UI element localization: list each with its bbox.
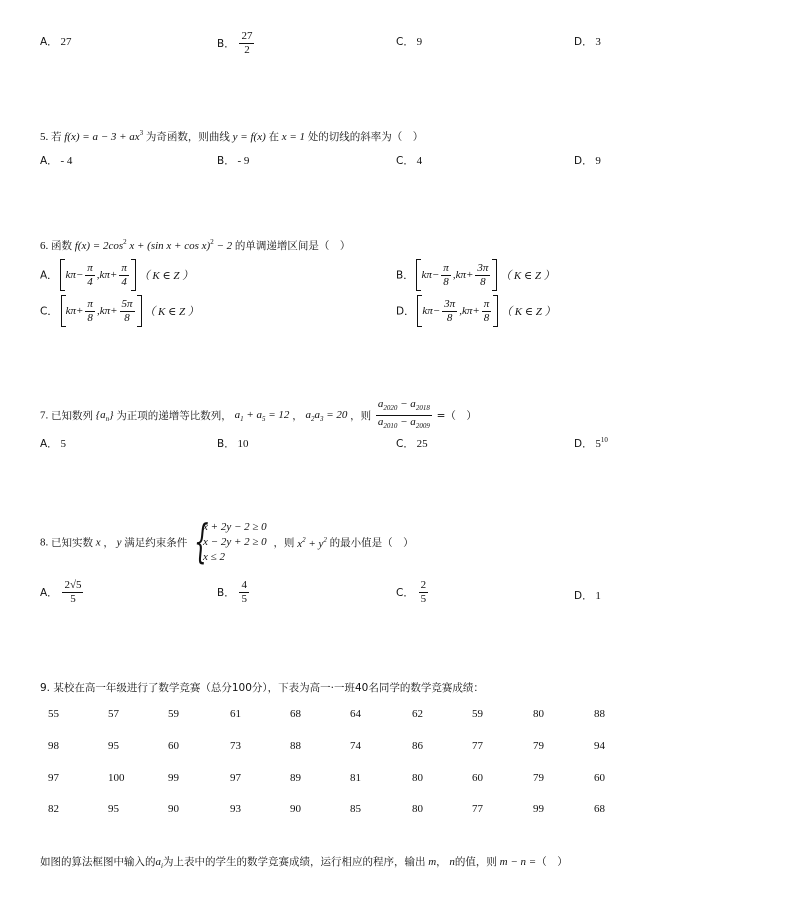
table-cell: 64	[350, 708, 361, 720]
option-label: D．	[574, 155, 593, 167]
q6-option-c[interactable]	[40, 295, 199, 327]
right-bracket	[131, 259, 136, 291]
denominator: 5	[241, 593, 247, 605]
option-label: A．	[40, 269, 58, 282]
numerator: 3π	[477, 261, 489, 274]
option-value: 9	[595, 155, 601, 167]
numerator: 3π	[444, 297, 456, 310]
stem-text: ，	[292, 410, 303, 422]
stem-text: =（ ）	[436, 410, 477, 422]
math-var: y	[116, 536, 122, 549]
stem-text: 函数	[51, 240, 72, 252]
math-subscript: 5	[262, 414, 266, 423]
stem-text: 为上表中的学生的数学竞赛成绩，运行相应的程序，输出	[162, 856, 426, 868]
table-cell: 99	[168, 772, 179, 784]
table-cell: 81	[350, 772, 361, 784]
q8-option-d[interactable]	[574, 588, 601, 603]
fraction	[239, 30, 254, 57]
option-value: 4	[416, 155, 423, 167]
set-note: （ K ∈ Z ）	[144, 306, 199, 318]
denominator: 5	[70, 593, 76, 605]
denominator: 2	[244, 44, 250, 56]
math-expr: ,kπ+	[96, 269, 118, 281]
table-cell: 60	[168, 740, 179, 752]
math-var: m	[428, 856, 437, 868]
table-cell: 80	[412, 803, 423, 815]
math-exponent: 3	[139, 129, 144, 137]
stem-text: 已知数列	[51, 410, 93, 422]
option-value: 5	[595, 438, 601, 450]
q4-option-d[interactable]	[574, 34, 601, 49]
option-label: B．	[396, 269, 414, 282]
question-number: 8.	[40, 536, 49, 549]
table-cell: 100	[108, 772, 125, 784]
stem-text: 满足约束条件	[124, 537, 188, 549]
math-part: a	[234, 408, 241, 421]
table-cell: 80	[533, 708, 544, 720]
q7-option-a[interactable]	[40, 436, 66, 451]
stem-text: 的最小值是（ ）	[329, 537, 414, 549]
math-expr: x + (sin x + cos x)	[126, 240, 211, 252]
q7-stem	[40, 398, 477, 433]
math-subscript: 2020	[383, 404, 398, 412]
table-cell: 61	[230, 708, 241, 720]
q8-stem	[40, 514, 414, 568]
option-exponent: 10	[600, 436, 608, 444]
constraint-line: x − 2y + 2 ≥ 0	[203, 536, 267, 548]
math-expr: kπ+	[65, 305, 84, 317]
math-part: = 20	[323, 408, 348, 421]
fraction	[475, 262, 490, 289]
option-label: B．	[217, 155, 235, 167]
math-expr	[96, 409, 114, 421]
question-number: 5.	[40, 131, 49, 143]
numerator: π	[121, 261, 127, 274]
math-subscript: 3	[319, 414, 324, 423]
question-number: 6.	[40, 240, 49, 252]
q5-option-d[interactable]	[574, 153, 601, 168]
numerator: 27	[241, 30, 253, 42]
fraction	[119, 262, 129, 289]
stem-text: 的值，则	[454, 856, 497, 868]
q6-option-a[interactable]	[40, 259, 193, 291]
table-cell: 99	[533, 803, 544, 815]
q7-option-b[interactable]	[217, 436, 248, 451]
stem-text: ，则	[273, 537, 295, 549]
table-cell: 55	[48, 708, 59, 720]
numerator: 2√5	[64, 579, 82, 591]
denominator: 4	[121, 275, 127, 288]
table-cell: 60	[472, 772, 483, 784]
right-bracket	[137, 295, 142, 327]
math-part: a	[377, 416, 384, 428]
fraction	[442, 298, 457, 325]
denominator: 8	[480, 275, 486, 288]
right-bracket	[492, 259, 497, 291]
option-value: 25	[416, 438, 428, 450]
stem-text: 处的切线的斜率为（ ）	[307, 131, 424, 143]
q6-stem	[40, 238, 350, 253]
table-cell: 89	[290, 772, 301, 784]
math-expr: x = 1	[281, 131, 306, 143]
stem-text: 的单调递增区间是（ ）	[234, 240, 351, 252]
set-note: （ K ∈ Z ）	[500, 270, 555, 282]
stem-text: 为奇函数，则曲线	[145, 131, 230, 143]
q6-option-d[interactable]	[396, 295, 556, 327]
math-var: a	[155, 856, 161, 868]
stem-text: （ ）	[536, 856, 568, 868]
math-part: + y	[305, 537, 324, 550]
math-part: − a	[397, 398, 416, 410]
option-value: - 4	[60, 155, 73, 167]
fraction	[62, 579, 83, 606]
numerator	[376, 398, 432, 416]
option-value: 1	[595, 590, 601, 602]
math-expr: ,kπ+	[452, 269, 474, 281]
fraction	[376, 398, 432, 433]
option-label: C．	[396, 36, 414, 48]
math-expr: y = f(x)	[232, 131, 266, 143]
table-cell: 68	[290, 708, 301, 720]
table-cell: 57	[108, 708, 119, 720]
denominator: 5	[420, 593, 427, 605]
math-expr: ,kπ+	[459, 305, 480, 317]
math-part: a	[305, 408, 311, 421]
math-subscript: 2010	[383, 422, 398, 430]
math-subscript: 2	[310, 414, 315, 423]
q8-option-b[interactable]	[217, 579, 251, 606]
set-note: （ K ∈ Z ）	[501, 306, 556, 318]
option-value: 9	[416, 36, 423, 48]
fraction	[85, 298, 95, 325]
option-label: C．	[396, 587, 414, 599]
math-expr: ,kπ+	[96, 305, 118, 317]
option-label: A．	[40, 36, 58, 48]
fraction	[239, 579, 249, 606]
q5-option-c[interactable]	[396, 153, 422, 168]
constraint-system	[194, 514, 267, 568]
table-cell: 77	[472, 740, 483, 752]
q7-option-d[interactable]	[574, 436, 608, 451]
math-subscript: n	[105, 414, 110, 423]
math-expr: kπ−	[421, 269, 440, 281]
math-part: − a	[397, 416, 416, 428]
table-cell: 68	[594, 803, 605, 815]
table-cell: 59	[472, 708, 483, 720]
q5-option-a[interactable]	[40, 153, 72, 168]
math-expr: f(x) = 2cos	[74, 240, 124, 252]
table-cell: 90	[168, 803, 179, 815]
stem-text: 为正项的递增等比数列，	[116, 410, 232, 422]
table-cell: 98	[48, 740, 59, 752]
numerator: 5π	[121, 297, 133, 310]
numerator: 2	[420, 579, 427, 591]
numerator: π	[87, 261, 93, 274]
denominator: 8	[483, 311, 490, 324]
table-cell: 86	[412, 740, 423, 752]
table-cell: 80	[412, 772, 423, 784]
denominator	[376, 416, 432, 433]
math-expr	[235, 409, 290, 421]
math-part: }	[109, 408, 114, 421]
table-cell: 77	[472, 803, 483, 815]
option-value: 5	[60, 438, 66, 450]
math-part: a	[314, 408, 320, 421]
math-expr: f(x) = a − 3 + ax	[64, 131, 140, 143]
numerator: π	[87, 297, 93, 310]
stem-text: 已知实数	[51, 537, 93, 549]
table-cell: 88	[594, 708, 605, 720]
table-cell: 79	[533, 772, 544, 784]
option-value: 3	[595, 36, 601, 48]
table-cell: 60	[594, 772, 605, 784]
option-label: D．	[574, 438, 593, 450]
constraint-line: x + 2y − 2 ≥ 0	[203, 521, 267, 533]
question-number: 7.	[40, 409, 49, 422]
math-exponent: 2	[123, 238, 127, 246]
math-subscript: 2009	[415, 422, 430, 430]
math-expr	[305, 409, 347, 421]
constraint-line: x ≤ 2	[203, 551, 225, 563]
q4-option-a[interactable]	[40, 34, 71, 49]
table-cell: 82	[48, 803, 59, 815]
math-var: x	[95, 536, 101, 549]
option-label: D．	[574, 590, 593, 602]
math-expr	[297, 535, 327, 550]
numerator: 4	[241, 579, 247, 591]
option-label: B．	[217, 438, 235, 450]
option-label: A．	[40, 438, 58, 450]
denominator: 8	[124, 311, 130, 324]
q5-stem	[40, 129, 423, 144]
math-part: + a	[243, 408, 262, 421]
math-exponent: 2	[210, 238, 214, 246]
option-label: B．	[217, 587, 235, 599]
fraction	[120, 298, 135, 325]
table-cell: 97	[230, 772, 241, 784]
stem-text: 在	[268, 131, 279, 143]
math-var: n	[449, 856, 455, 868]
stem-text: ，	[103, 537, 114, 549]
q6-option-b[interactable]	[396, 259, 555, 291]
numerator: π	[443, 261, 449, 274]
table-cell: 79	[533, 740, 544, 752]
math-subscript: i	[161, 862, 163, 870]
option-label: A．	[40, 587, 58, 599]
stem-text: ，则	[350, 410, 372, 422]
option-value: - 9	[237, 155, 250, 167]
q8-option-a[interactable]	[40, 579, 85, 606]
math-expr: kπ−	[422, 305, 441, 317]
fraction	[419, 579, 429, 606]
denominator: 8	[446, 311, 453, 324]
math-part: a	[377, 398, 384, 410]
math-subscript: 1	[240, 414, 244, 423]
math-exponent: 2	[323, 535, 327, 544]
set-note: （ K ∈ Z ）	[138, 270, 194, 282]
q5-option-b[interactable]	[217, 153, 249, 168]
q4-option-c[interactable]	[396, 34, 422, 49]
fraction	[482, 298, 492, 325]
table-cell: 95	[108, 803, 119, 815]
math-part: x	[297, 537, 303, 550]
fraction	[441, 262, 451, 289]
table-cell: 62	[412, 708, 423, 720]
option-label: C．	[40, 305, 58, 318]
fraction	[85, 262, 95, 289]
q9-stem: 9. 某校在高一年级进行了数学竞赛（总分100分），下表为高一·一班40名同学的数学竞赛成绩：	[40, 682, 484, 694]
option-label: A．	[40, 155, 58, 167]
brace-icon: {	[194, 514, 209, 568]
table-cell: 74	[350, 740, 361, 752]
math-expr: m − n =	[499, 856, 537, 868]
denominator: 8	[443, 275, 449, 288]
option-label: D．	[574, 36, 593, 48]
math-part: = 12	[265, 408, 290, 421]
denominator: 4	[87, 275, 93, 288]
option-label: C．	[396, 438, 414, 450]
stem-text: 若	[51, 131, 62, 143]
math-exponent: 2	[302, 535, 306, 544]
stem-text: ，	[436, 856, 447, 868]
q7-option-c[interactable]	[396, 436, 428, 451]
option-label: C．	[396, 155, 414, 167]
option-label: D．	[396, 305, 415, 318]
math-subscript: 2018	[415, 404, 430, 412]
q8-option-c[interactable]	[396, 579, 430, 606]
table-cell: 88	[290, 740, 301, 752]
table-cell: 73	[230, 740, 241, 752]
option-value: 10	[237, 438, 249, 450]
numerator: π	[483, 297, 490, 310]
table-cell: 59	[168, 708, 179, 720]
math-part: {a	[95, 408, 106, 421]
option-label: B．	[217, 38, 235, 50]
table-cell: 97	[48, 772, 59, 784]
table-cell: 90	[290, 803, 301, 815]
math-expr: − 2	[213, 240, 233, 252]
table-cell: 93	[230, 803, 241, 815]
q9-follow-stem	[40, 854, 568, 870]
right-bracket	[493, 295, 498, 327]
denominator: 8	[87, 311, 93, 324]
math-expr: kπ−	[65, 269, 84, 281]
stem-text: 如图的算法框图中输入的	[40, 856, 156, 868]
option-value: 27	[60, 36, 72, 48]
table-cell: 95	[108, 740, 119, 752]
table-cell: 85	[350, 803, 361, 815]
q4-option-b[interactable]	[217, 30, 256, 57]
table-cell: 94	[594, 740, 605, 752]
